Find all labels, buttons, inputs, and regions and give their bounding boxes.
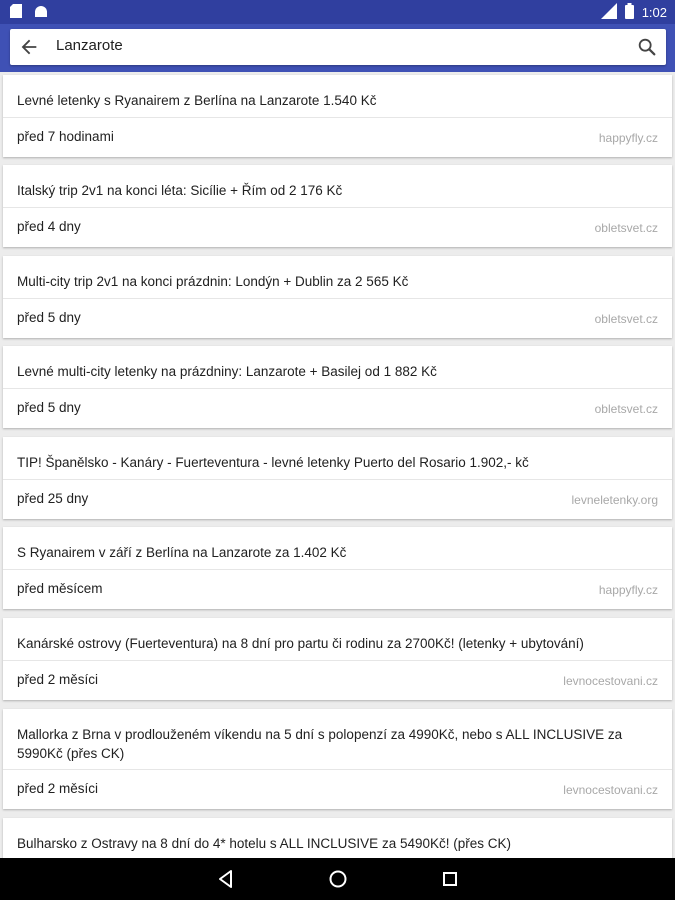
result-title: Italský trip 2v1 na konci léta: Sicílie + Řím od 2 176 Kč <box>17 183 343 198</box>
signal-icon <box>601 3 617 22</box>
result-source: levneletenky.org <box>571 493 658 507</box>
status-bar <box>0 0 675 24</box>
result-time: před 2 měsíci <box>17 672 99 687</box>
result-source: obletsvet.cz <box>594 312 658 326</box>
back-arrow-icon[interactable] <box>18 36 40 58</box>
divider <box>3 769 672 770</box>
app-toolbar <box>0 24 675 72</box>
result-card[interactable] <box>3 527 672 609</box>
search-box <box>10 29 666 65</box>
result-card[interactable] <box>3 165 672 247</box>
result-title: Levné letenky s Ryanairem z Berlína na Lanzarote 1.540 Kč <box>17 93 377 108</box>
search-icon[interactable] <box>636 36 658 58</box>
result-title: Multi-city trip 2v1 na konci prázdnin: Londýn + Dublin za 2 565 Kč <box>17 274 409 289</box>
divider <box>3 479 672 480</box>
result-time: před 25 dny <box>17 491 89 506</box>
result-time: před 4 dny <box>17 219 81 234</box>
clock: 1:02 <box>641 5 667 20</box>
result-card[interactable] <box>3 75 672 157</box>
result-card[interactable] <box>3 437 672 519</box>
android-icon <box>34 4 48 23</box>
result-title: TIP! Španělsko - Kanáry - Fuerteventura - levné letenky Puerto del Rosario 1.902,- kč <box>17 455 529 470</box>
divider <box>3 117 672 118</box>
home-nav-icon[interactable] <box>326 867 350 891</box>
battery-icon <box>625 3 634 22</box>
result-time: před 5 dny <box>17 400 81 415</box>
result-card[interactable] <box>3 818 672 858</box>
divider <box>3 207 672 208</box>
result-title: Mallorka z Brna v prodlouženém víkendu na 5 dní s polopenzí za 4990Kč, nebo s ALL INCLUSIVE za 5990Kč (přes CK) <box>17 727 623 761</box>
recents-nav-icon[interactable] <box>438 867 462 891</box>
result-title: Levné multi-city letenky na prázdniny: Lanzarote + Basilej od 1 882 Kč <box>17 364 437 379</box>
result-title: Kanárské ostrovy (Fuerteventura) na 8 dní pro partu či rodinu za 2700Kč! (letenky + ubytování) <box>17 636 584 651</box>
result-time: před měsícem <box>17 581 103 596</box>
search-input[interactable]: Lanzarote <box>56 37 123 54</box>
divider <box>3 298 672 299</box>
result-source: obletsvet.cz <box>594 221 658 235</box>
result-source: happyfly.cz <box>598 583 658 597</box>
back-nav-icon[interactable] <box>214 867 238 891</box>
results-list <box>0 72 675 858</box>
result-source: levnocestovani.cz <box>563 674 658 688</box>
result-source: levnocestovani.cz <box>563 783 658 797</box>
result-card[interactable] <box>3 256 672 338</box>
sd-card-icon <box>10 4 22 23</box>
divider <box>3 660 672 661</box>
divider <box>3 388 672 389</box>
result-title: S Ryanairem v září z Berlína na Lanzarote za 1.402 Kč <box>17 545 347 560</box>
result-time: před 2 měsíci <box>17 781 99 796</box>
result-source: happyfly.cz <box>598 131 658 145</box>
result-card[interactable] <box>3 618 672 700</box>
result-card[interactable] <box>3 346 672 428</box>
result-title: Bulharsko z Ostravy na 8 dní do 4* hotelu s ALL INCLUSIVE za 5490Kč! (přes CK) <box>17 836 511 851</box>
result-time: před 7 hodinami <box>17 129 114 144</box>
divider <box>3 569 672 570</box>
result-time: před 5 dny <box>17 310 81 325</box>
result-card[interactable] <box>3 709 672 809</box>
system-nav-bar <box>0 858 675 900</box>
result-source: obletsvet.cz <box>594 402 658 416</box>
